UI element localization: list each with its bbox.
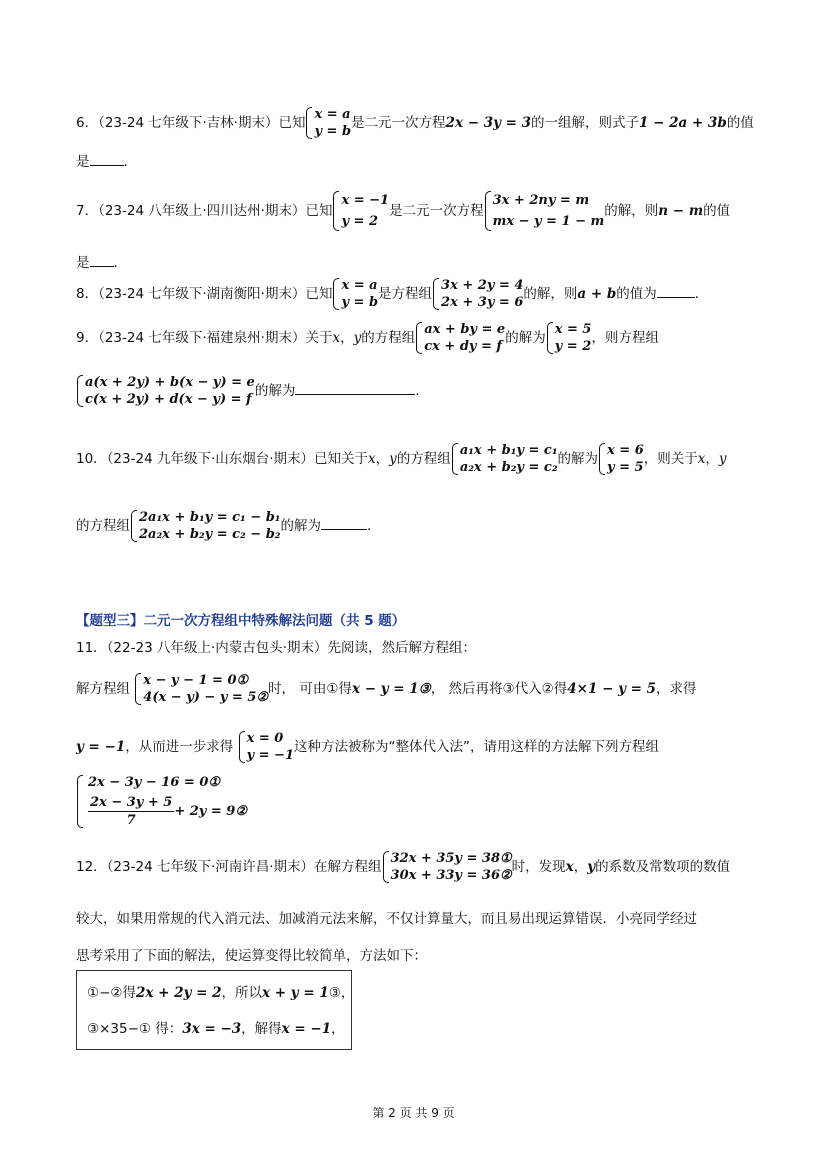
q12-box-line1	[87, 981, 354, 1001]
q10-line1	[76, 442, 727, 476]
q11-text: ，求得	[656, 681, 697, 697]
q12-text: ③，	[328, 985, 355, 1001]
q11-text: 解方程组	[76, 681, 130, 697]
q11-text: 时， 可由①得	[268, 681, 352, 697]
q10-var-y: y	[718, 451, 727, 467]
q6-sys-row: y = b	[314, 124, 352, 139]
q10-source: （23-24 九年级下·山东烟台·期末）	[106, 451, 315, 467]
q7-answer-blank[interactable]	[90, 253, 114, 267]
q11-equation: y = −1	[76, 739, 126, 755]
q8-text: 是方程组	[378, 286, 433, 302]
q9-var-y: y	[353, 330, 362, 346]
q7-solution-system	[332, 190, 389, 232]
q7-text: 是	[76, 255, 90, 271]
q9-sys-row: cx + dy = f	[424, 339, 503, 354]
q11-sys-row: 4(x − y) − y = 5②	[143, 690, 269, 705]
q7-equation-system	[484, 190, 605, 232]
q9-text: 关于	[305, 330, 333, 346]
q8-text: 已知	[305, 286, 333, 302]
q9-solution-system	[546, 321, 592, 355]
q11-equation: 4×1 − y = 5	[567, 681, 657, 697]
q12-sys-row: 32x + 35y = 38①	[390, 851, 512, 866]
q12-number: 12．	[76, 859, 107, 875]
q9-source: （23-24 七年级下·福建泉州·期末）	[98, 330, 306, 346]
q10-equation-system	[451, 442, 558, 476]
q11-text: 这种方法被称为“整体代入法”，请用这样的方法解下列方程组	[294, 739, 659, 755]
q8-answer-blank[interactable]	[657, 284, 695, 298]
q8-sys-row: 2x + 3y = 6	[441, 295, 524, 310]
q10-sys-row: a₂x + b₂y = c₂	[459, 460, 558, 475]
q12-line1	[76, 850, 730, 884]
q10-text: ，则关于	[643, 451, 698, 467]
q7-text: 已知	[305, 203, 333, 219]
q7-text: 的解，则	[604, 203, 659, 219]
q6-sys-row: x = a	[314, 107, 351, 122]
q6-text: ．	[123, 154, 137, 170]
q9-sys-row: x = 5	[554, 322, 592, 337]
q11-line1	[76, 636, 476, 656]
q10-text: ，	[705, 451, 719, 467]
q11-equation-system	[134, 672, 268, 706]
q10-solution-system	[598, 442, 644, 476]
q11-text: ， 然后再将③代入②得	[430, 681, 568, 697]
q9-text: ，	[340, 330, 354, 346]
q7-expression: n − m	[658, 203, 704, 219]
q6-line1	[76, 106, 754, 140]
q8-sys-row: 3x + 2y = 4	[441, 278, 524, 293]
q7-text: 的值	[703, 203, 731, 219]
q11-source: （22-23 八年级上·内蒙古包头·期末）	[106, 640, 328, 656]
q12-equation: 3x = −3	[182, 1021, 242, 1037]
q12-text: ①−②得	[87, 985, 137, 1001]
q12-text: 的系数及常数项的数值	[595, 859, 731, 875]
q6-answer-blank[interactable]	[90, 152, 124, 166]
q11-line3	[76, 730, 659, 764]
q7-sys-row: 3x + 2ny = m	[492, 193, 590, 208]
q12-var-y: y	[587, 859, 596, 875]
q9-new-system	[76, 374, 255, 408]
fraction-denominator: 7	[126, 813, 136, 828]
q9-text: 的解为	[505, 330, 546, 346]
q12-source: （23-24 七年级下·河南许昌·期末）	[106, 859, 315, 875]
q12-sys-row: 30x + 33y = 36②	[390, 868, 512, 883]
q10-answer-blank[interactable]	[321, 516, 367, 530]
q10-text: 的解为	[280, 518, 321, 534]
q7-text: ．	[113, 255, 127, 271]
q7-sys-row: y = 2	[341, 214, 378, 229]
q7-sys-row: x = −1	[341, 193, 390, 208]
q7-source: （23-24 八年级上·四川达州·期末）	[98, 203, 306, 219]
q10-var-x: x	[697, 451, 706, 467]
q11-system-to-solve	[76, 774, 247, 829]
q9-number: 9．	[76, 330, 99, 346]
q12-equation-system	[382, 850, 512, 884]
q11-sys-row: y = −1	[246, 748, 294, 763]
q8-solution-system	[332, 277, 378, 311]
q8-equation-system	[432, 277, 523, 311]
q10-var-x: x	[368, 451, 376, 467]
q12-text: ，所以	[221, 985, 263, 1001]
q10-text: ．	[366, 518, 381, 534]
q10-var-y: y	[389, 451, 397, 467]
q7-text: 是二元一次方程	[389, 203, 484, 219]
q7-sys-row: mx − y = 1 − m	[492, 214, 605, 229]
q6-text: 已知	[278, 115, 306, 131]
q6-text: 的值	[726, 115, 754, 131]
q12-text: 在解方程组	[314, 859, 382, 875]
q11-sys-row: x − y − 1 = 0①	[143, 673, 249, 688]
q9-text: ，则方程组	[591, 330, 659, 346]
q6-text: 的一组解，则式子	[531, 115, 640, 131]
q8-text: 的值为	[616, 286, 657, 302]
q12-equation: x + y = 1	[262, 985, 329, 1001]
q9-line2	[76, 374, 429, 408]
fraction-numerator: 2x − 3y + 5	[90, 795, 173, 810]
q11-fraction	[88, 794, 174, 829]
q11-text: ，从而进一步求得	[125, 739, 234, 755]
q10-line2	[76, 509, 380, 543]
q9-sys-row: a(x + 2y) + b(x − y) = e	[85, 375, 255, 390]
q10-sys-row: x = 6	[607, 443, 644, 458]
q10-text: 的解为	[557, 451, 599, 467]
q11-solution-system	[238, 730, 294, 764]
section-heading: 【题型三】二元一次方程组中特殊解法问题（共 5 题）	[76, 613, 406, 629]
q9-line1	[76, 321, 659, 355]
q6-text: 是	[76, 154, 90, 170]
q9-text: 的方程组	[361, 330, 416, 346]
q12-equation: x = −1	[281, 1021, 332, 1037]
q9-equation-system	[415, 321, 505, 355]
q12-equation: 2x + 2y = 2	[136, 985, 222, 1001]
q7-number: 7．	[76, 203, 99, 219]
q8-sys-row: y = b	[341, 295, 379, 310]
q7-line1	[76, 190, 730, 232]
q12-box-line2	[87, 1017, 345, 1037]
q6-line2	[76, 150, 137, 170]
q9-text: 的解为	[254, 383, 296, 399]
q6-text: 是二元一次方程	[351, 115, 446, 131]
q6-equation: 2x − 3y = 3	[445, 115, 532, 131]
q9-text: ．	[415, 383, 429, 399]
q11-target-system	[76, 774, 247, 829]
page-footer: 第 2 页 共 9 页	[372, 1106, 455, 1120]
q9-sys-row: ax + by = e	[424, 322, 506, 337]
q6-number: 6．	[76, 115, 99, 131]
q11-sys-row	[88, 794, 247, 829]
q12-text: ③×35−① 得：	[87, 1021, 183, 1037]
q12-method-box	[76, 970, 355, 1050]
q12-var-x: x	[565, 859, 574, 875]
q8-text: ．	[694, 286, 709, 302]
q8-number: 8．	[76, 286, 99, 302]
q10-sys-row: 2a₁x + b₁y = c₁ − b₁	[139, 510, 281, 525]
q8-expression: a + b	[577, 286, 617, 302]
q9-sys-row: c(x + 2y) + d(x − y) = f	[85, 392, 252, 407]
q10-sys-row: 2a₂x + b₂y = c₂ − b₂	[139, 527, 281, 542]
q9-var-x: x	[332, 330, 341, 346]
q11-text: + 2y = 9②	[174, 804, 248, 819]
q9-answer-blank[interactable]	[295, 381, 415, 395]
q10-number: 10．	[76, 451, 107, 467]
q12-text: ，	[573, 859, 588, 875]
q7-line2	[76, 251, 127, 271]
q12-text: ，解得	[241, 1021, 282, 1037]
q11-line2	[76, 672, 697, 706]
q10-text: 的方程组	[76, 518, 130, 534]
q10-text: 已知关于	[314, 451, 369, 467]
q12-line3: 思考采用了下面的解法，使运算变得比较简单，方法如下：	[76, 948, 427, 964]
q6-source: （23-24 七年级下·吉林·期末）	[98, 115, 279, 131]
q6-expression: 1 − 2a + 3b	[639, 115, 727, 131]
q8-sys-row: x = a	[341, 278, 378, 293]
q10-text: 的方程组	[396, 451, 451, 467]
q10-text: ，	[375, 451, 390, 467]
q11-equation: x − y = 1③	[351, 681, 431, 697]
q11-number: 11．	[76, 640, 107, 656]
q10-new-system	[130, 509, 280, 543]
q6-solution-system	[305, 106, 351, 140]
q8-text: 的解，则	[523, 286, 578, 302]
q11-text: 先阅读，然后解方程组：	[327, 640, 477, 656]
q10-sys-row: y = 5	[607, 460, 644, 475]
q8-line	[76, 277, 708, 311]
q12-text: 时，发现	[511, 859, 566, 875]
q11-sys-row: 2x − 3y − 16 = 0①	[88, 775, 221, 790]
q9-sys-row: y = 2	[554, 339, 592, 354]
q12-text: ，	[331, 1021, 345, 1037]
q12-line2: 较大，如果用常规的代入消元法、加减消元法来解，不仅计算量大，而且易出现运算错误．小亮同学经过	[76, 911, 697, 927]
q10-sys-row: a₁x + b₁y = c₁	[459, 443, 558, 458]
q8-source: （23-24 七年级下·湖南衡阳·期末）	[98, 286, 306, 302]
q11-sys-row: x = 0	[246, 731, 284, 746]
